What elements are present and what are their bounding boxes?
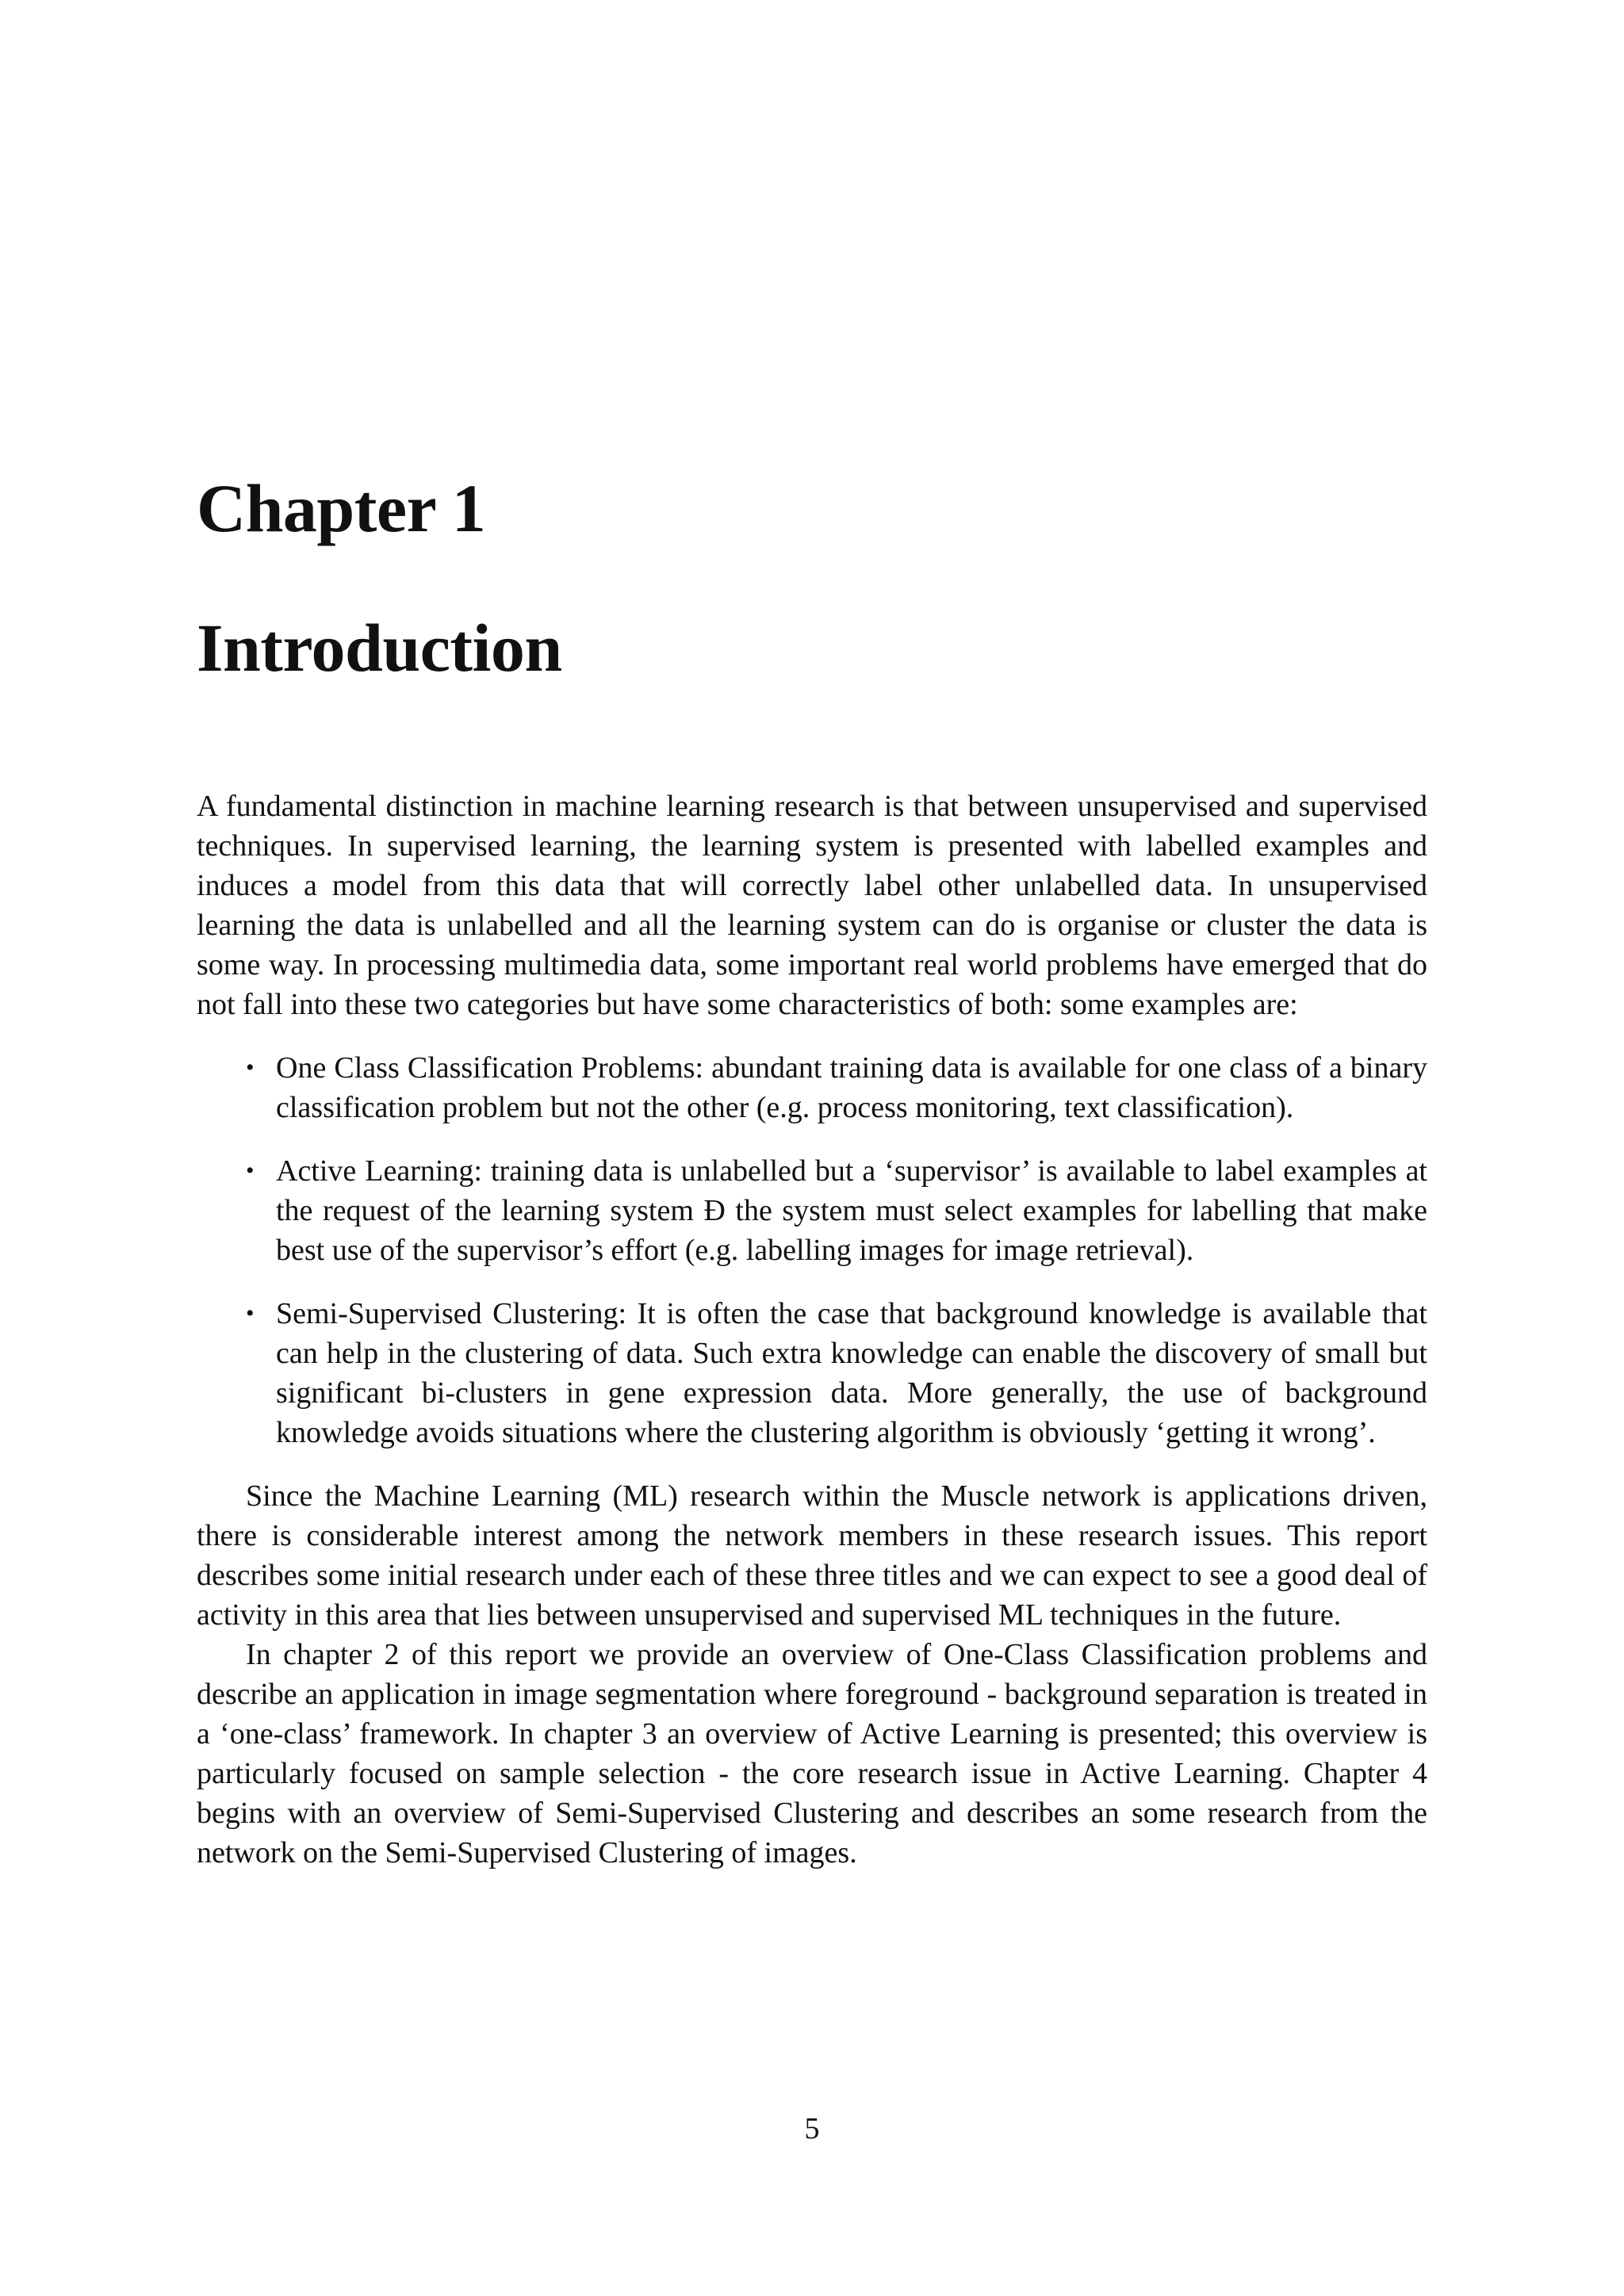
bullet-icon: • <box>246 1054 255 1081</box>
list-item <box>246 1048 1427 1127</box>
chapter-label: Chapter 1 <box>197 470 486 546</box>
paragraph-ml-research: Since the Machine Learning (ML) research within the Muscle network is applications driven, there is considerable interest among the network members in these research issues. This report describes some initial research under each of these three titles and we can expect to see a good deal of activity in this area that lies between unsupervised and supervised ML techniques in the future. <box>197 1479 1427 1632</box>
list-item <box>246 1151 1427 1270</box>
bullet-icon: • <box>246 1300 255 1326</box>
chapter-title: Introduction <box>197 610 562 686</box>
bullet-icon: • <box>246 1158 255 1184</box>
list-item <box>246 1294 1427 1452</box>
list-item-text: Semi-Supervised Clustering: It is often the case that background knowledge is available that can help in the clustering of data. Such extra knowledge can enable the discovery of small but significant bi-clusters in gene expression data. More generally, the use of background knowledge avoids situations where the clustering algorithm is obviously ‘getting it wrong’. <box>276 1297 1427 1449</box>
page-number: 5 <box>804 2112 820 2145</box>
paragraph-report-overview: In chapter 2 of this report we provide an overview of One-Class Classification problems and describe an application in image segmentation where foreground - background separation is treated in a ‘one-class’ framework. In chapter 3 an overview of Active Learning is presented; this overview is particularly focused on sample selection - the core research issue in Active Learning. Chapter 4 begins with an overview of Semi-Supervised Clustering and describes an some research from the network on the Semi-Supervised Clustering of images. <box>197 1638 1427 1869</box>
list-item-text: Active Learning: training data is unlabelled but a ‘supervisor’ is available to label examples at the request of the learning system Ð the system must select examples for labelling that make best use of the supervisor’s effort (e.g. labelling images for image retrieval). <box>276 1154 1427 1267</box>
list-item-text: One Class Classification Problems: abundant training data is available for one class of a binary classification problem but not the other (e.g. process monitoring, text classification). <box>276 1051 1427 1124</box>
examples-list <box>197 1048 1427 1452</box>
body-text <box>197 786 1427 1873</box>
intro-paragraph: A fundamental distinction in machine learning research is that between unsupervised and supervised techniques. In supervised learning, the learning system is presented with labelled examples and induces a model from this data that will correctly label other unlabelled data. In unsupervised learning the data is unlabelled and all the learning system can do is organise or cluster the data is some way. In processing multimedia data, some important real world problems have emerged that do not fall into these two categories but have some characteristics of both: some examples are: <box>197 790 1427 1021</box>
